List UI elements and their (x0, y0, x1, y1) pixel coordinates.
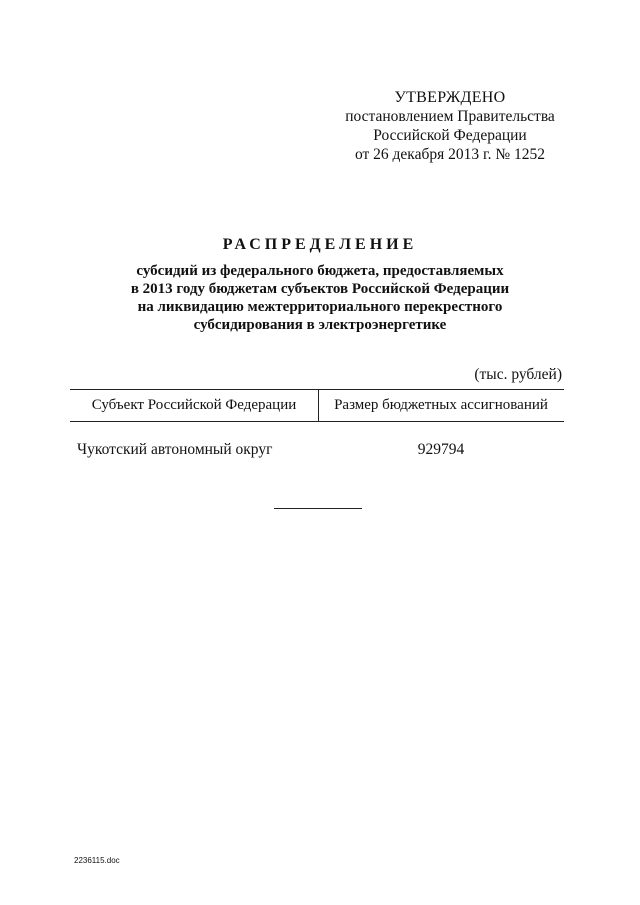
approval-heading: УТВЕРЖДЕНО (394, 89, 506, 106)
table-top-rule (70, 389, 564, 390)
end-of-document-rule (274, 508, 362, 509)
table-header-subject: Субъект Российской Федерации (91, 397, 297, 413)
approval-stamp (330, 88, 570, 164)
subtitle-line: в 2013 году бюджетам субъектов Российской Федерации (130, 281, 510, 297)
units-label: (тыс. рублей) (474, 366, 562, 383)
table-header-amount: Размер бюджетных ассигнований (334, 397, 548, 413)
table-cell-subject: Чукотский автономный округ (77, 441, 273, 458)
document-subtitle (100, 262, 540, 334)
approval-line: от 26 декабря 2013 г. № 1252 (354, 146, 546, 163)
subtitle-line: субсидий из федерального бюджета, предоставляемых (136, 263, 504, 279)
table-header-rule (70, 421, 564, 422)
approval-line: Российской Федерации (373, 127, 527, 144)
document-file-name: 2236115.doc (74, 856, 120, 865)
approval-line: постановлением Правительства (345, 108, 555, 125)
table-cell-amount: 929794 (417, 441, 465, 458)
subtitle-line: на ликвидацию межтерриториального перекрестного (137, 299, 503, 315)
subtitle-line: субсидирования в электроэнергетике (193, 317, 447, 333)
document-title: РАСПРЕДЕЛЕНИЕ (222, 236, 418, 253)
